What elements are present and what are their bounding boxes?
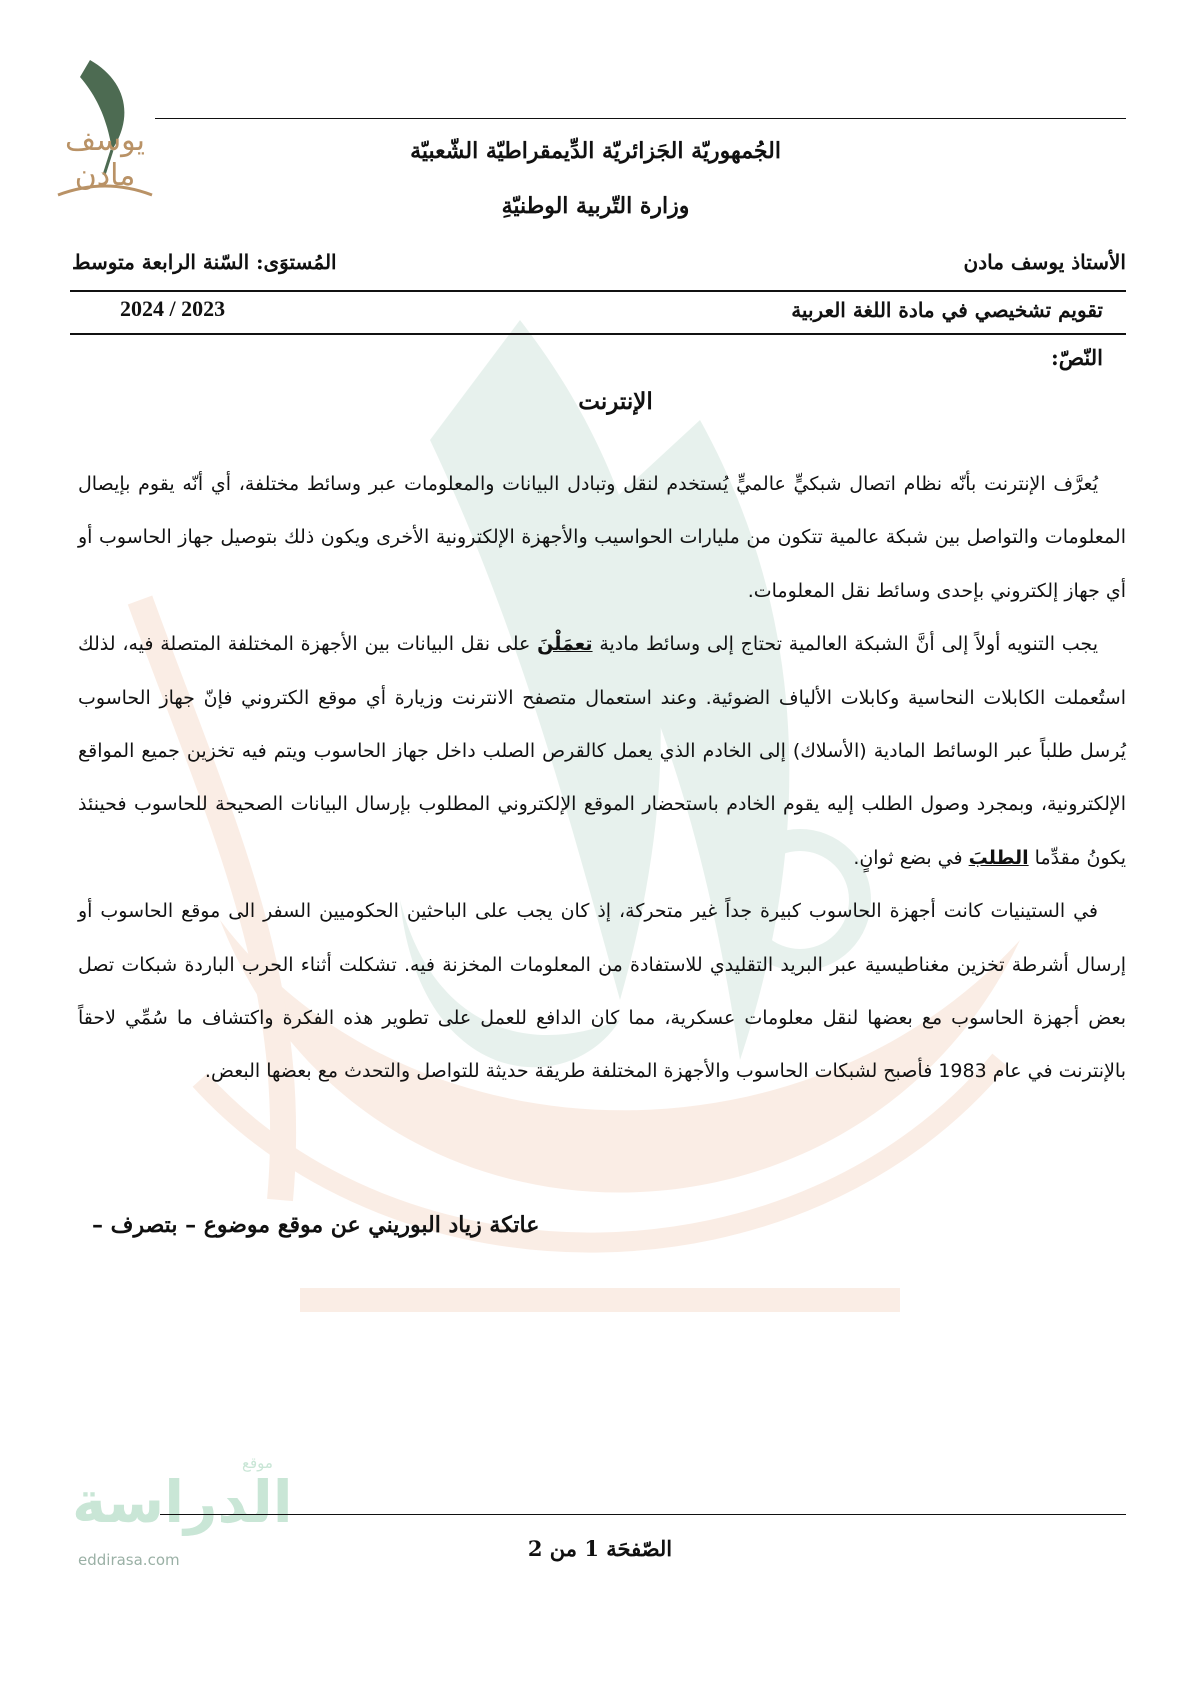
paragraph-2 xyxy=(78,618,1126,885)
header-rule-1 xyxy=(70,290,1126,292)
header-rule-2 xyxy=(70,333,1126,335)
underlined-word-2: الطلبَ xyxy=(968,846,1029,869)
underlined-word-1: تعمَلْنَ xyxy=(537,633,593,656)
text-body xyxy=(78,458,1126,1099)
logo-text-2: مادن xyxy=(74,158,136,193)
header-top-rule xyxy=(155,118,1126,119)
paragraph-1: يُعرَّف الإنترنت بأنّه نظام اتصال شبكيٍّ عالميٍّ يُستخدم لنقل وتبادل البيانات والمعلومات عبر وسائط مختلفة، أي أنّه يقوم بإيصال المعلومات والتواصل بين شبكة عالمية تتكون من مليارات الحواسيب والأجهزة الإلكترونية الأخرى ويكون ذلك بتوصيل جهاز الحاسوب أو أي جهاز إلكتروني بإحدى وسائط نقل المعلومات. xyxy=(78,473,1126,602)
evaluation-title: تقويم تشخيصي في مادة اللغة العربية xyxy=(791,298,1103,322)
grade-level: المُستوَى: السّنة الرابعة متوسط xyxy=(72,250,337,274)
site-logo-small-text: موقع xyxy=(242,1454,273,1472)
text-title: الإنترنت xyxy=(578,388,653,415)
logo-text-1: يوسف xyxy=(64,123,146,158)
paragraph-2-part-b: على نقل البيانات بين الأجهزة المختلفة المتصلة فيه، لذلك استُعملت الكابلات النحاسية وكابلات الألياف الضوئية. وعند استعمال متصفح الانترنت وزيارة أي موقع الكتروني فإنّ جهاز الحاسوب يُرسل طلباً عبر الوسائط المادية (الأسلاك) إلى الخادم الذي يعمل كالقرص الصلب داخل جهاز الحاسوب ويتم فيه تخزين جميع المواقع الإلكترونية، وبمجرد وصول الطلب إليه يقوم الخادم باستحضار الموقع الإلكتروني المطلوب بإرسال البيانات الصحيحة للحاسوب فحينئذ يكونُ مقدِّما xyxy=(78,633,1126,869)
site-url: eddirasa.com xyxy=(78,1551,180,1569)
text-label: النّصّ: xyxy=(1050,345,1103,370)
author-logo xyxy=(50,55,160,210)
source-citation: عاتكة زياد البوريني عن موقع موضوع – بتصرف – xyxy=(92,1212,540,1238)
republic-title: الجُمهوريّة الجَزائريّة الدِّيمقراطيّة الشّعبيّة xyxy=(410,138,781,164)
paragraph-2-part-a: يجب التنويه أولاً إلى أنَّ الشبكة العالمية تحتاج إلى وسائط مادية xyxy=(592,633,1098,656)
school-year: 2024 / 2023 xyxy=(120,296,226,321)
page-number: الصّفحَة 1 من 2 xyxy=(527,1536,673,1561)
paragraph-2-part-c: في بضع ثوانٍ. xyxy=(853,846,969,869)
paragraph-3: في الستينيات كانت أجهزة الحاسوب كبيرة جداً غير متحركة، إذ كان يجب على الباحثين الحكوميين السفر الى موقع الحاسوب أو إرسال أشرطة تخزين مغناطيسية عبر البريد التقليدي للاستفادة من المعلومات المخزنة فيه. تشكلت أثناء الحرب الباردة شبكات تصل بعض أجهزة الحاسوب مع بعضها لنقل معلومات عسكرية، مما كان الدافع للعمل على تطوير هذه الفكرة واكتشاف ما سُمِّي لاحقاً بالإنترنت في عام 1983 فأصبح لشبكات الحاسوب والأجهزة المختلفة طريقة حديثة للتواصل والتحدث مع بعضها البعض. xyxy=(78,900,1126,1083)
ministry-title: وزارة التّربية الوطنيّةِ xyxy=(501,193,690,219)
teacher-name: الأستاذ يوسف مادن xyxy=(963,250,1126,274)
footer-rule xyxy=(160,1514,1126,1515)
site-logo-text: الدراسة xyxy=(72,1468,293,1536)
